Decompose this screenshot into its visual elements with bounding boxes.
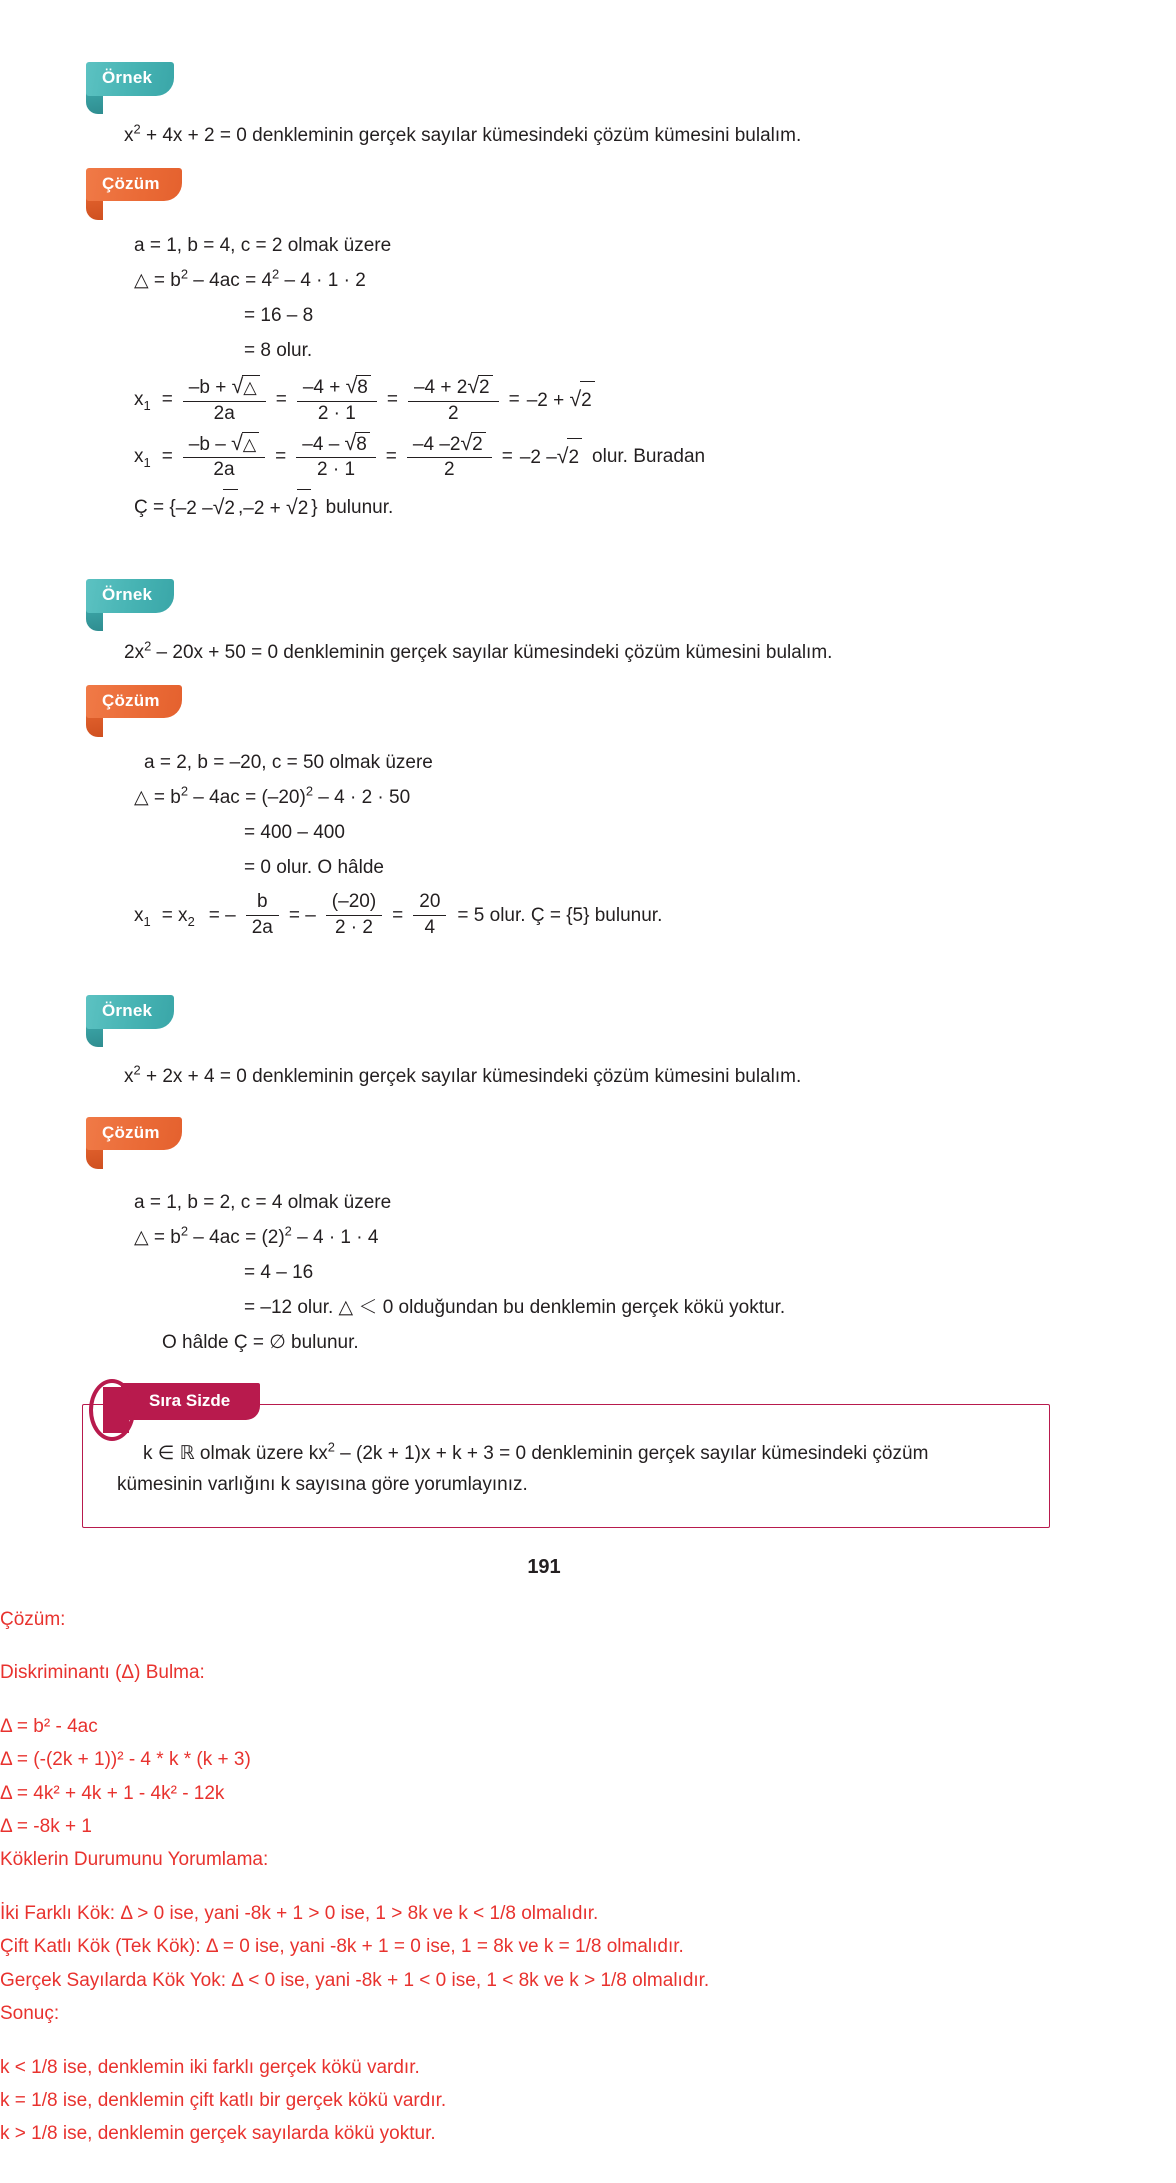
numerator: –b – √△: [183, 431, 265, 457]
denominator: 2 · 1: [296, 457, 376, 481]
eq-exponent: 2: [144, 638, 152, 654]
exponent: 2: [305, 783, 313, 799]
root-eq-1: = $x_2$: [161, 904, 195, 929]
cozum-badge-3: Çözüm: [86, 1117, 182, 1151]
denominator: 2: [408, 401, 499, 425]
answer-step: Δ = b² - 4ac: [0, 1715, 98, 1737]
denominator: 2 · 2: [326, 915, 382, 939]
sira-sizde-box: [82, 1391, 1050, 1528]
exponent: 2: [327, 1439, 335, 1455]
page-number: 191: [527, 1555, 561, 1578]
solution-line: = 16 – 8: [244, 304, 314, 326]
root-result: –2 –√2: [520, 437, 582, 476]
answer-result: k < 1/8 ise, denklemin iki farklı gerçek kökü vardır.: [0, 2056, 420, 2078]
numerator: –b + √△: [183, 374, 266, 400]
numerator: b: [256, 891, 268, 913]
exponent: 2: [180, 266, 189, 282]
question-lead: k ∈ ℝ olmak üzere kx: [143, 1443, 328, 1465]
answer-heading: Çözüm:: [0, 1608, 66, 1630]
root-trailing-text: olur. Buradan: [592, 445, 706, 467]
root-eq-3: = –: [288, 904, 316, 926]
set-element-2: –2 + √2: [243, 488, 311, 527]
solution-line: [126, 1220, 1080, 1255]
solution-line: = 400 – 400: [244, 821, 345, 843]
example-statement-3: [118, 1063, 1080, 1091]
answer-result: k = 1/8 ise, denklemin çift katlı bir gerçek kökü vardır.: [0, 2090, 447, 2112]
fraction: [326, 891, 382, 939]
root-eq-2: = –: [208, 904, 236, 926]
root-eq-4: =: [392, 904, 404, 926]
set-close: }: [311, 496, 318, 518]
answer-step: Δ = 4k² + 4k + 1 - 4k² - 12k: [0, 1782, 225, 1804]
root-tail-text: = 5 olur. Ç = {5} bulunur.: [457, 904, 663, 926]
set-separator: ,: [237, 496, 244, 518]
example-block-2: [102, 579, 1080, 939]
root-formula-x2: $x_1$ = $\frac{-b - √\triangle}{2a}$ = $\frac{-4 - √8}{2 \cdot 1}$ = $\frac{-4 -2√2}{2}$ = –2 –√2 olur. Buradan: [134, 430, 706, 481]
example-statement-1: [118, 122, 1080, 150]
answer-case: Çift Katlı Kök (Tek Kök): Δ = 0 ise, yani -8k + 1 = 0 ise, 1 = 8k ve k = 1/8 olmalıdır.: [0, 1936, 684, 1958]
fraction: [408, 374, 499, 425]
ring-icon: [89, 1379, 135, 1441]
solution-body-3: [118, 1185, 1080, 1361]
cozum-badge-wrap-2: [86, 685, 1080, 735]
root-label: $x_1$: [134, 904, 151, 929]
numerator: 20: [419, 891, 441, 913]
answer-annotation: [0, 1579, 1176, 2183]
set-tail-text: bulunur.: [325, 496, 394, 518]
numerator: –4 + √8: [297, 374, 377, 400]
sira-sizde-line-1: [117, 1439, 1019, 1470]
example-statement-2: [118, 639, 1080, 667]
discriminant-mid: – 4ac = (2): [188, 1226, 285, 1248]
solution-line: a = 1, b = 4, c = 2 olmak üzere: [134, 234, 392, 256]
denominator: 2a: [183, 457, 265, 481]
discriminant-heading: Diskriminantı (Δ) Bulma:: [0, 1662, 205, 1684]
cozum-badge-wrap-3: [86, 1117, 1080, 1167]
fraction: [246, 891, 279, 939]
solution-line: = 0 olur. O hâlde: [244, 857, 384, 879]
root-result: –2 + √2: [527, 380, 595, 419]
root-label: $x_1$: [134, 388, 151, 413]
statement-text: + 4x + 2 = 0 denkleminin gerçek sayılar kümesindeki çözüm kümesini bulalım.: [140, 125, 802, 146]
fraction: [407, 431, 492, 482]
numerator: –4 – √8: [296, 431, 376, 457]
example-block-1: [102, 62, 1080, 527]
answer-result: k > 1/8 ise, denklemin gerçek sayılarda kökü yoktur.: [0, 2123, 436, 2145]
denominator: 2: [407, 457, 492, 481]
denominator: 2a: [246, 915, 279, 939]
discriminant-mid: – 4ac = (–20): [188, 786, 306, 808]
discriminant-tail: – 4 · 1 · 2: [279, 269, 366, 291]
fraction: [296, 431, 376, 482]
solution-line: = 8 olur.: [244, 339, 313, 361]
ornek-badge-2: Örnek: [86, 579, 174, 613]
eq-exponent: 2: [133, 121, 141, 137]
answer-step: Δ = -8k + 1: [0, 1815, 92, 1837]
fraction: [183, 374, 266, 425]
discriminant-tail: – 4 · 1 · 4: [291, 1226, 379, 1248]
set-element-1: –2 –√2: [176, 488, 238, 527]
answer-case: İki Farklı Kök: Δ > 0 ise, yani -8k + 1 > 0 ise, 1 > 8k ve k < 1/8 olmalıdır.: [0, 1902, 599, 1924]
numerator: –4 –2√2: [407, 431, 492, 457]
exponent: 2: [180, 783, 189, 799]
double-root-formula: [126, 891, 1080, 939]
solution-body-2: [118, 745, 1080, 939]
ornek-badge-1: Örnek: [86, 62, 174, 96]
discriminant-lead: △ = b: [134, 786, 181, 808]
solution-set-line: [126, 488, 1080, 527]
example-block-3: [102, 995, 1080, 1360]
fraction: [413, 891, 446, 939]
sira-sizde-body: [113, 1439, 1019, 1501]
statement-text: + 2x + 4 = 0 denkleminin gerçek sayılar kümesindeki çözüm kümesini bulalım.: [140, 1066, 802, 1088]
solution-line: [126, 780, 1080, 815]
discriminant-lead: △ = b: [134, 269, 181, 291]
root-formula-x1: $x_1$ = $\frac{-b + √\triangle}{2a}$ = $\frac{-4 + √8}{2 \cdot 1}$ = $\frac{-4 + 2√2}{2}$ = –2 + √2: [126, 374, 1080, 425]
eq-base: x: [124, 1066, 134, 1088]
ornek-badge-wrap-2: [86, 579, 1080, 629]
result-heading: Sonuç:: [0, 2003, 60, 2025]
numerator: (–20): [331, 891, 377, 913]
question-tail: – (2k + 1)x + k + 3 = 0 denkleminin gerçek sayılar kümesindeki çözüm: [334, 1443, 929, 1465]
root-label: $x_1$: [134, 445, 151, 470]
solution-line: [126, 263, 1080, 298]
discriminant-mid: – 4ac = 4: [188, 269, 273, 291]
statement-text: – 20x + 50 = 0 denkleminin gerçek sayılar kümesindeki çözüm kümesini bulalım.: [151, 642, 833, 664]
cozum-badge-1: Çözüm: [86, 168, 182, 202]
eq-base: x: [124, 125, 134, 146]
set-open: Ç = {: [134, 496, 176, 518]
fraction: [183, 431, 265, 482]
ornek-badge-3: Örnek: [86, 995, 174, 1029]
roots-heading: Köklerin Durumunu Yorumlama:: [0, 1849, 269, 1871]
exponent: 2: [284, 1223, 292, 1239]
fraction: [297, 374, 377, 425]
sira-sizde-line-2: kümesinin varlığını k sayısına göre yorumlayınız.: [117, 1474, 528, 1496]
exponent: 2: [272, 266, 280, 282]
denominator: 2 · 1: [297, 401, 377, 425]
solution-line: a = 2, b = –20, c = 50 olmak üzere: [144, 751, 433, 773]
eq-exponent: 2: [133, 1062, 141, 1078]
denominator: 4: [413, 915, 446, 939]
solution-line: a = 1, b = 2, c = 4 olmak üzere: [134, 1191, 392, 1213]
discriminant-lead: △ = b: [134, 1226, 181, 1248]
exponent: 2: [180, 1223, 189, 1239]
discriminant-tail: – 4 · 2 · 50: [313, 786, 411, 808]
answer-case: Gerçek Sayılarda Kök Yok: Δ < 0 ise, yani -8k + 1 < 0 ise, 1 < 8k ve k > 1/8 olmalıdır.: [0, 1969, 710, 1991]
solution-body-1: [118, 228, 1080, 528]
solution-line: O hâlde Ç = ∅ bulunur.: [162, 1332, 359, 1354]
sira-sizde-badge: Sıra Sizde: [121, 1383, 260, 1420]
cozum-badge-wrap-1: [86, 168, 1080, 218]
ornek-badge-wrap-1: [86, 62, 1080, 112]
cozum-badge-2: Çözüm: [86, 685, 182, 719]
denominator: 2a: [183, 401, 266, 425]
eq-base: 2x: [124, 642, 145, 664]
solution-line: = –12 olur. △ ＜ 0 olduğundan bu denklemin gerçek kökü yoktur.: [244, 1296, 786, 1318]
numerator: –4 + 2√2: [408, 374, 499, 400]
ornek-badge-wrap-3: [86, 995, 1080, 1045]
answer-step: Δ = (-(2k + 1))² - 4 * k * (k + 3): [0, 1749, 251, 1771]
solution-line: = 4 – 16: [244, 1261, 314, 1283]
